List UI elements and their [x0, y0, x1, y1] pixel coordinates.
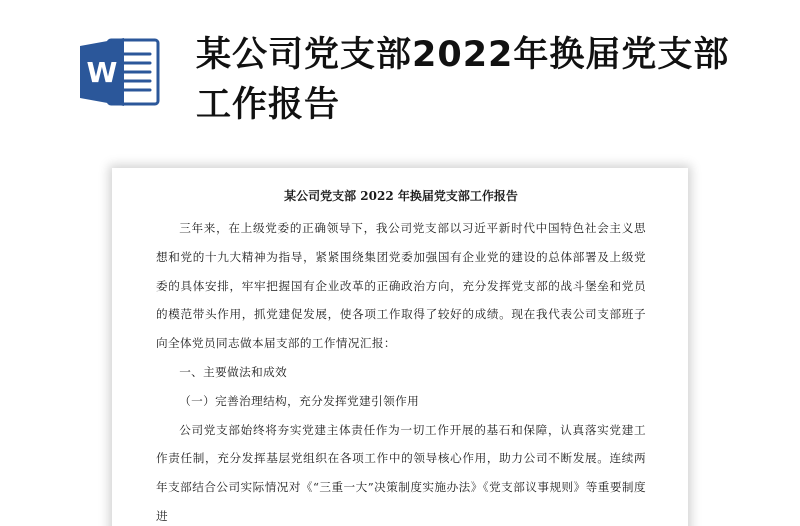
document-body	[156, 184, 646, 526]
page-title: 某公司党支部2022年换届党支部工作报告	[196, 35, 730, 125]
word-icon-letter: W	[86, 56, 118, 89]
document-title: 某公司党支部 2022 年换届党支部工作报告	[284, 189, 518, 203]
document-page	[112, 168, 688, 526]
paragraph-intro: 三年来，在上级党委的正确领导下，我公司党支部以习近平新时代中国特色社会主义思想和党的十九大精神为指导，紧紧围绕集团党委加强国有企业党的建设的总体部署及上级党委的具体安排，牢牢把握国有企业改革的正确政治方向，充分发挥党支部的战斗堡垒和党员的模范带头作用，抓党建促发展，使各项工作取得了较好的成绩。现在我代表公司支部班子向全体党员同志做本届支部的工作情况汇报：	[156, 221, 646, 351]
paragraph-body: 公司党支部始终将夯实党建主体责任作为一切工作开展的基石和保障，认真落实党建工作责任制，充分发挥基层党组织在各项工作中的领导核心作用，助力公司不断发展。连续两年支部结合公司实际情况对《“三重一大”决策制度实施办法》《党支部议事规则》等重要制度进	[156, 422, 646, 523]
subsection-heading: （一）完善治理结构，充分发挥党建引领作用	[179, 393, 420, 408]
word-document-icon	[78, 34, 162, 110]
section-heading: 一、主要做法和成效	[179, 364, 288, 379]
